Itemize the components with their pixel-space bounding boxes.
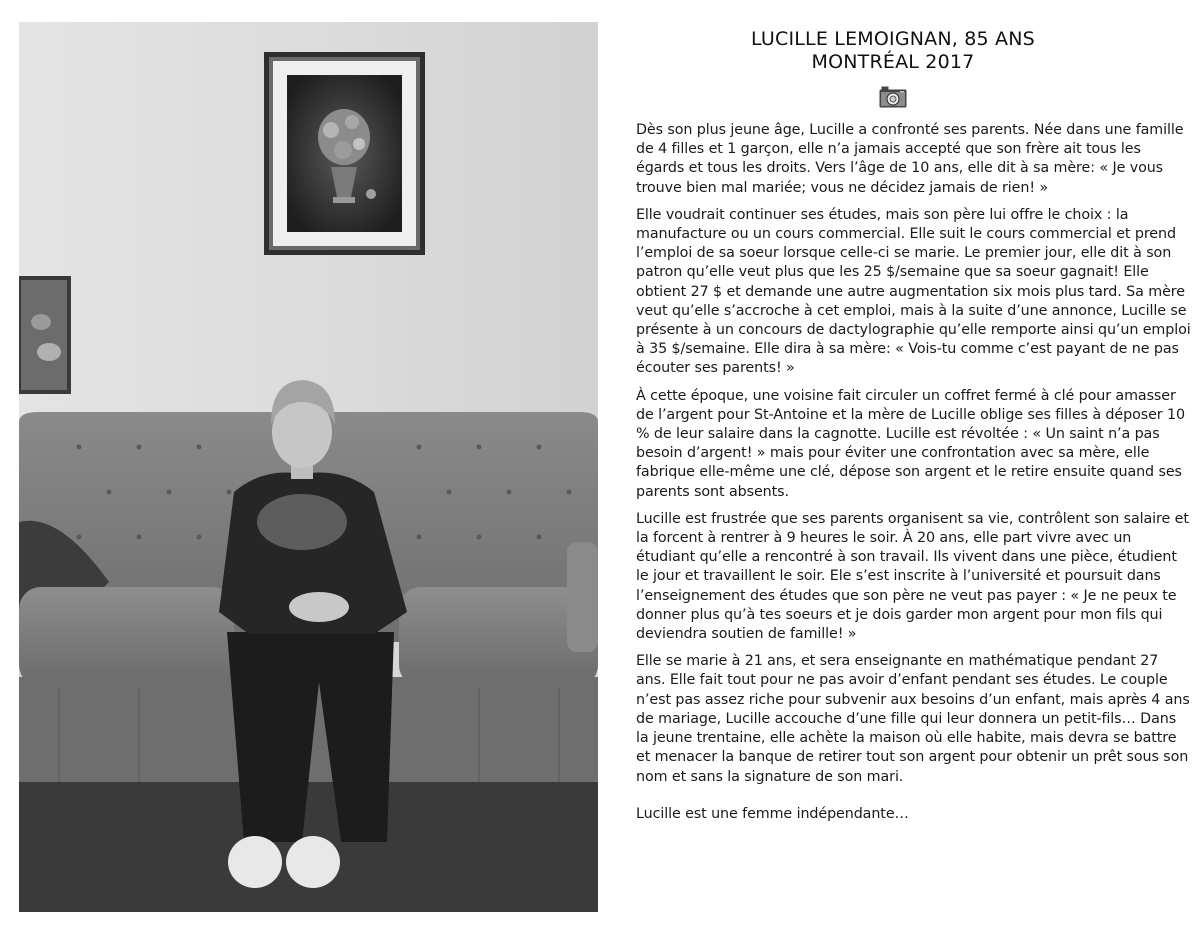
- story-header: [636, 28, 1150, 108]
- framed-painting: [264, 52, 425, 255]
- portrait-illustration: [19, 22, 598, 912]
- paragraph-1: Dès son plus jeune âge, Lucille a confronté ses parents. Née dans une famille de 4 filles et 1 garçon, elle n’a jamais accepté que son frère ait tous les égards et tous les droits. Vers l’âge de 10 ans, elle dit à sa mère: « Je vous trouve bien mal mariée; vous ne décidez jamais de rien! »: [636, 122, 1184, 196]
- closing-line: Lucille est une femme indépendante…: [636, 805, 909, 822]
- subject-name: LUCILLE LEMOIGNAN, 85 ANS: [751, 28, 1035, 50]
- seat-cushion-left: [19, 587, 234, 687]
- camera-icon: [879, 86, 907, 108]
- paragraph-4: Lucille est frustrée que ses parents organisent sa vie, contrôlent son salaire et la forcent à rentrer à 9 heures le soir. À 20 ans, elle part vivre avec un étudiant qu’elle a rencontré à son travail. Ils vivent dans une pièce, étudient le jour et travaillent le soir. Ele s’est inscrite à l’université et poursuit dans l’enseignement des études que son père ne veut pas payer : « Je ne peux te donner plus qu’à tes soeurs et je dois garder mon argent pour mon fils qui deviendra soutien de famille! »: [636, 510, 1189, 643]
- story-body: [636, 121, 1192, 824]
- place-year: MONTRÉAL 2017: [811, 51, 975, 73]
- paragraph-5: Elle se marie à 21 ans, et sera enseignante en mathématique pendant 27 ans. Elle fait tout pour ne pas avoir d’enfant pendant ses études. Le couple n’est pas assez riche pour subvenir aux besoins d’un enfant, mais après 4 ans de mariage, Lucille accouche d’une fille qui leur donnera un petit-fils… Dans la jeune trentaine, elle achète la maison où elle habite, mais devra se battre et menacer la banque de retirer tout son argent pour obtenir un prêt sous son nom et sans la signature de son mari.: [636, 653, 1190, 785]
- portrait-photo: [19, 22, 598, 912]
- paragraph-2: Elle voudrait continuer ses études, mais son père lui offre le choix : la manufacture ou un cours commercial. Elle suit le cours commercial et prend l’emploi de sa soeur lorsque celle-ci se marie. Le premier jour, elle dit à son patron qu’elle veut plus que les 25 $/semaine que sa soeur gagnait! Elle obtient 27 $ et demande une autre augmentation six mois plus tard. Sa mère veut qu’elle s’accroche à cet emploi, mais à la suite d’une annonce, Lucille se présente à un concours de dactylographie qu’elle remporte ainsi qu’un emploi à 35 $/semaine. Elle dira à sa mère: « Vois-tu comme c’est payant de ne pas écouter ses parents! »: [636, 206, 1191, 377]
- paragraph-3: À cette époque, une voisine fait circuler un coffret fermé à clé pour amasser de l’argent pour St-Antoine et la mère de Lucille oblige ses filles à déposer 10 % de leur salaire dans la cagnotte. Lucille est révoltée : « Un saint n’a pas besoin d’argent! » mais pour éviter une confrontation avec sa mère, elle fabrique elle-même une clé, dépose son argent et le retire ensuite quand ses parents sont absents.: [636, 387, 1185, 500]
- story-column: [636, 28, 1192, 832]
